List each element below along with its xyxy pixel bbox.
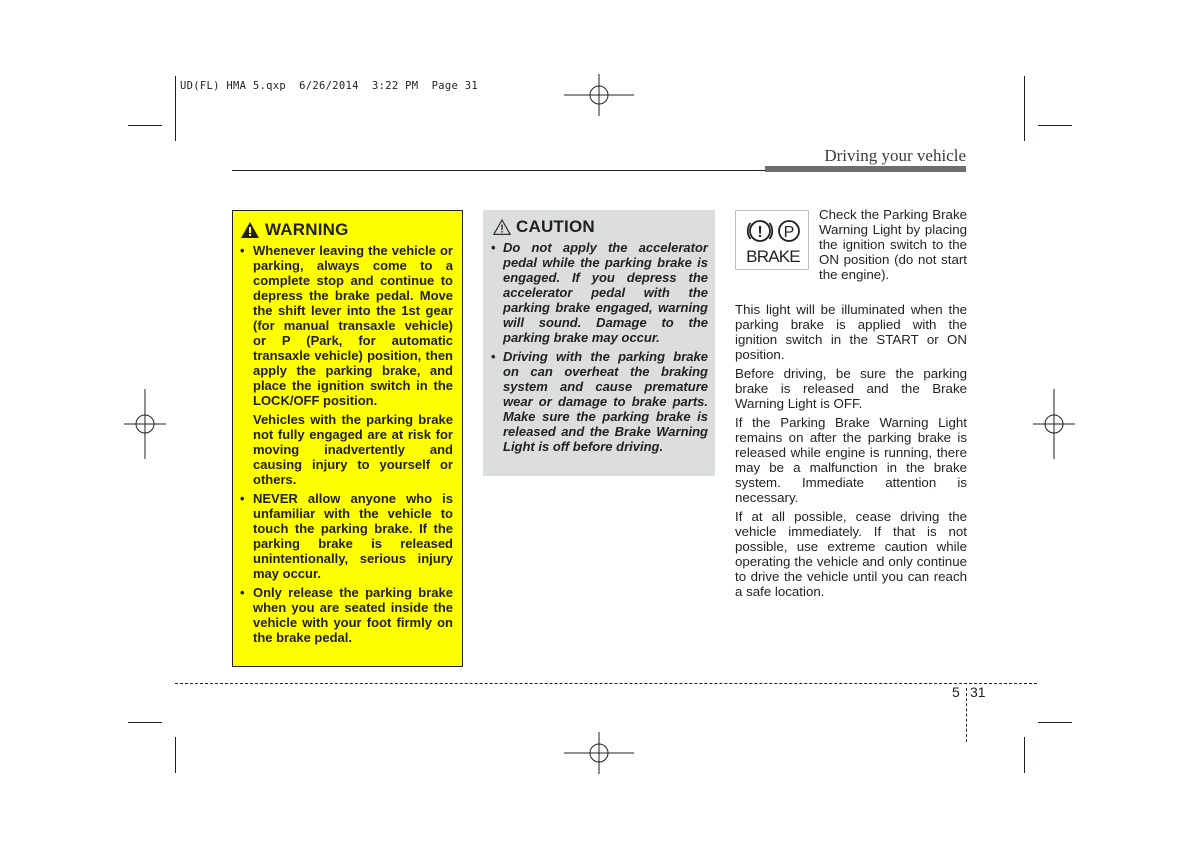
page-number-separator <box>966 688 967 742</box>
caution-list <box>483 240 715 454</box>
crop-mark <box>175 737 176 773</box>
warning-item-extra: Vehicles with the parking brake not fully engaged are at risk for moving inadvertently and causing injury to yourself or others. <box>253 412 453 487</box>
crop-mark <box>128 722 162 723</box>
caution-box <box>483 210 715 476</box>
caution-title: CAUTION <box>516 217 595 236</box>
warning-triangle-icon <box>241 222 259 238</box>
body-paragraph: If at all possible, cease driving the vehicle immediately. If that is not possible, use extreme caution while operating the vehicle and only continue to drive the vehicle until you can reach a safe location. <box>735 509 967 599</box>
registration-mark-icon <box>564 60 634 130</box>
crop-mark <box>1024 737 1025 773</box>
parking-symbol: P <box>783 224 795 241</box>
exclamation-symbol: ! <box>757 224 763 241</box>
crop-mark <box>175 76 176 141</box>
title-bar <box>765 166 966 172</box>
section-title: Driving your vehicle <box>824 146 966 165</box>
crop-mark <box>128 125 162 126</box>
brake-label: BRAKE <box>746 247 800 266</box>
page-number: 31 <box>970 684 986 700</box>
footer-rule <box>175 683 1037 684</box>
brake-warning-light-icon <box>735 210 809 270</box>
crop-mark <box>1024 76 1025 141</box>
body-paragraph: Before driving, be sure the parking brake is released and the Brake Warning Light is OFF. <box>735 366 967 411</box>
check-text: Check the Parking Brake Warning Light by placing the ignition switch to the ON position (do not start the engine). <box>819 207 967 282</box>
print-header: UD(FL) HMA 5.qxp 6/26/2014 3:22 PM Page 31 <box>180 80 478 92</box>
caution-triangle-icon <box>493 219 511 235</box>
caution-heading <box>493 217 715 237</box>
warning-item: • Whenever leaving the vehicle or parking, always come to a complete stop and continue to depress the brake pedal. Move the shift lever into the 1st gear (for manual transaxle vehicle) or P (Park, for automatic transaxle vehicle) position, then apply the parking brake, and place the ignition switch in the LOCK/OFF position. Vehicles with the parking brake not fully engaged are at risk for moving inadvertently and causing injury to yourself or others. <box>240 243 453 487</box>
warning-heading <box>241 220 462 240</box>
warning-box <box>232 210 463 667</box>
warning-item: • Only release the parking brake when you are seated inside the vehicle with your foot firmly on the brake pedal. <box>240 585 453 645</box>
caution-item: • Driving with the parking brake on can overheat the braking system and cause premature wear or damage to brake parts. Make sure the parking brake is released and the Brake Warning Light is off before driving. <box>491 349 708 454</box>
registration-mark-icon <box>1019 389 1089 459</box>
chapter-number: 5 <box>952 684 960 700</box>
crop-mark <box>1038 125 1072 126</box>
warning-list <box>233 243 462 645</box>
warning-title: WARNING <box>265 220 349 239</box>
body-paragraph: This light will be illuminated when the parking brake is applied with the ignition switch in the START or ON position. <box>735 302 967 362</box>
caution-item: • Do not apply the accelerator pedal while the parking brake is engaged. If you depress the accelerator pedal with the parking brake engaged, warning will sound. Damage to the parking brake may occur. <box>491 240 708 345</box>
registration-mark-icon <box>564 718 634 788</box>
registration-mark-icon <box>110 389 180 459</box>
warning-item: • NEVER allow anyone who is unfamiliar with the vehicle to touch the parking brake. If the parking brake is released unintentionally, serious injury may occur. <box>240 491 453 581</box>
body-paragraph: If the Parking Brake Warning Light remains on after the parking brake is released while engine is running, there may be a malfunction in the brake system. Immediate attention is necessary. <box>735 415 967 505</box>
crop-mark <box>1038 722 1072 723</box>
